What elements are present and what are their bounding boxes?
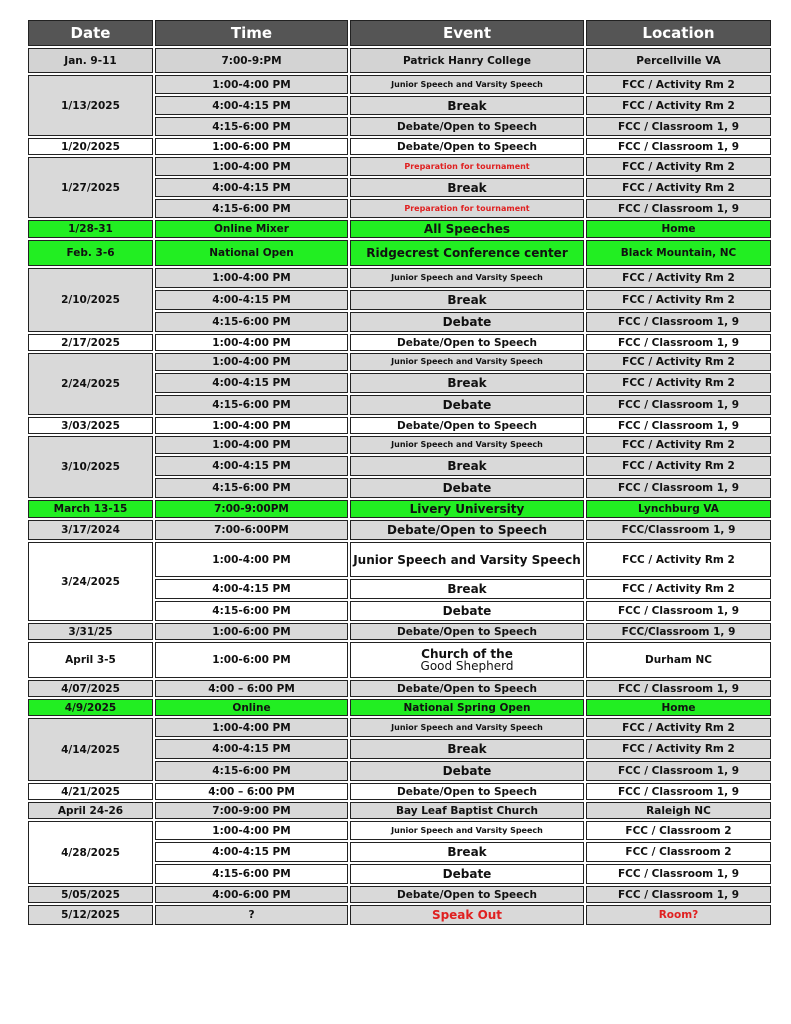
time-cell: 1:00-4:00 PM xyxy=(155,542,348,577)
time-cell: 4:00-4:15 PM xyxy=(155,456,348,476)
location-cell: Home xyxy=(586,699,771,716)
header-date: Date xyxy=(28,20,153,46)
date-cell: 1/20/2025 xyxy=(28,138,153,155)
event-cell: Debate/Open to Speech xyxy=(350,623,584,640)
date-cell: April 24-26 xyxy=(28,802,153,819)
header-row xyxy=(28,20,771,46)
time-cell: 1:00-4:00 PM xyxy=(155,268,348,288)
location-cell: Percellville VA xyxy=(586,48,771,73)
event-row xyxy=(28,48,771,73)
date-cell: 4/21/2025 xyxy=(28,783,153,800)
date-cell: 1/28-31 xyxy=(28,220,153,238)
event-row xyxy=(28,240,771,266)
event-cell: Debate/Open to Speech xyxy=(350,334,584,351)
event-cell: Junior Speech and Varsity Speech xyxy=(350,268,584,288)
date-cell: 3/31/25 xyxy=(28,623,153,640)
header-event: Event xyxy=(350,20,584,46)
table-row xyxy=(28,75,771,94)
location-cell: FCC / Classroom 1, 9 xyxy=(586,395,771,415)
event-cell: Break xyxy=(350,290,584,310)
location-cell: FCC/Classroom 1, 9 xyxy=(586,623,771,640)
event-cell: Preparation for tournament xyxy=(350,199,584,218)
location-cell: Raleigh NC xyxy=(586,802,771,819)
date-cell: 3/10/2025 xyxy=(28,436,153,498)
time-cell: 1:00-6:00 PM xyxy=(155,642,348,678)
table-row xyxy=(28,821,771,840)
date-cell: 4/07/2025 xyxy=(28,680,153,697)
event-cell: Debate/Open to Speech xyxy=(350,680,584,697)
location-cell: FCC / Activity Rm 2 xyxy=(586,353,771,371)
time-cell: National Open xyxy=(155,240,348,266)
event-cell: Bay Leaf Baptist Church xyxy=(350,802,584,819)
location-cell: FCC / Activity Rm 2 xyxy=(586,373,771,393)
church-line-2: Good Shepherd xyxy=(420,659,514,673)
event-cell: Debate xyxy=(350,478,584,498)
event-cell: Debate/Open to Speech xyxy=(350,138,584,155)
date-cell: Jan. 9-11 xyxy=(28,48,153,73)
date-cell: 2/24/2025 xyxy=(28,353,153,415)
schedule-table xyxy=(26,18,773,927)
event-cell: Junior Speech and Varsity Speech xyxy=(350,821,584,840)
time-cell: 7:00-9:00 PM xyxy=(155,802,348,819)
table-row xyxy=(28,138,771,155)
location-cell: FCC / Activity Rm 2 xyxy=(586,157,771,176)
date-cell: 2/10/2025 xyxy=(28,268,153,332)
event-row xyxy=(28,699,771,716)
event-cell: Break xyxy=(350,456,584,476)
time-cell: 1:00-4:00 PM xyxy=(155,157,348,176)
event-cell: Debate xyxy=(350,761,584,781)
time-cell: Online Mixer xyxy=(155,220,348,238)
location-cell: FCC / Classroom 1, 9 xyxy=(586,417,771,434)
location-cell: FCC/Classroom 1, 9 xyxy=(586,520,771,540)
event-cell: Debate xyxy=(350,312,584,332)
event-cell: Break xyxy=(350,178,584,197)
event-cell: Debate/Open to Speech xyxy=(350,783,584,800)
time-cell: 4:00-4:15 PM xyxy=(155,739,348,759)
location-cell: FCC / Classroom 2 xyxy=(586,821,771,840)
event-cell: Junior Speech and Varsity Speech xyxy=(350,75,584,94)
event-cell: Break xyxy=(350,96,584,115)
date-cell: 4/14/2025 xyxy=(28,718,153,781)
event-cell: All Speeches xyxy=(350,220,584,238)
location-cell: FCC / Classroom 1, 9 xyxy=(586,138,771,155)
location-cell: FCC / Activity Rm 2 xyxy=(586,739,771,759)
time-cell: 1:00-4:00 PM xyxy=(155,334,348,351)
location-cell: FCC / Classroom 1, 9 xyxy=(586,601,771,621)
time-cell: 7:00-6:00PM xyxy=(155,520,348,540)
location-cell: FCC / Activity Rm 2 xyxy=(586,268,771,288)
date-cell: 1/13/2025 xyxy=(28,75,153,136)
event-cell: Speak Out xyxy=(350,905,584,925)
time-cell: 7:00-9:PM xyxy=(155,48,348,73)
time-cell: Online xyxy=(155,699,348,716)
time-cell: 4:00-4:15 PM xyxy=(155,579,348,599)
table-row xyxy=(28,542,771,577)
time-cell: 4:00-4:15 PM xyxy=(155,96,348,115)
event-cell: Junior Speech and Varsity Speech xyxy=(350,353,584,371)
date-cell: 2/17/2025 xyxy=(28,334,153,351)
table-row xyxy=(28,268,771,288)
event-row xyxy=(28,500,771,518)
event-cell: Debate/Open to Speech xyxy=(350,117,584,136)
event-cell: Break xyxy=(350,739,584,759)
location-cell: FCC / Activity Rm 2 xyxy=(586,75,771,94)
time-cell: 1:00-6:00 PM xyxy=(155,623,348,640)
table-row xyxy=(28,436,771,454)
event-cell: Debate xyxy=(350,601,584,621)
location-cell: FCC / Activity Rm 2 xyxy=(586,290,771,310)
location-cell: FCC / Classroom 1, 9 xyxy=(586,312,771,332)
location-cell: FCC / Classroom 1, 9 xyxy=(586,478,771,498)
location-cell: FCC / Classroom 1, 9 xyxy=(586,864,771,884)
event-cell: Debate xyxy=(350,395,584,415)
time-cell: 4:15-6:00 PM xyxy=(155,601,348,621)
table-row xyxy=(28,905,771,925)
time-cell: 4:15-6:00 PM xyxy=(155,117,348,136)
location-cell: Durham NC xyxy=(586,642,771,678)
table-row xyxy=(28,353,771,371)
event-row xyxy=(28,802,771,819)
table-row xyxy=(28,157,771,176)
location-cell: FCC / Activity Rm 2 xyxy=(586,436,771,454)
time-cell: 4:00 – 6:00 PM xyxy=(155,783,348,800)
location-cell: FCC / Activity Rm 2 xyxy=(586,542,771,577)
time-cell: 4:00-4:15 PM xyxy=(155,373,348,393)
location-cell: FCC / Classroom 1, 9 xyxy=(586,886,771,903)
event-cell: Debate/Open to Speech xyxy=(350,417,584,434)
location-cell: FCC / Classroom 1, 9 xyxy=(586,680,771,697)
event-row xyxy=(28,642,771,678)
time-cell: 7:00-9:00PM xyxy=(155,500,348,518)
header-location: Location xyxy=(586,20,771,46)
event-cell: Debate/Open to Speech xyxy=(350,520,584,540)
location-cell: Room? xyxy=(586,905,771,925)
event-cell xyxy=(350,642,584,678)
date-cell: 3/03/2025 xyxy=(28,417,153,434)
event-cell: Debate xyxy=(350,864,584,884)
event-cell: National Spring Open xyxy=(350,699,584,716)
time-cell: 1:00-4:00 PM xyxy=(155,75,348,94)
time-cell: 4:00-4:15 PM xyxy=(155,842,348,862)
table-row xyxy=(28,334,771,351)
date-cell: 4/28/2025 xyxy=(28,821,153,884)
event-cell: Livery University xyxy=(350,500,584,518)
time-cell: 1:00-4:00 PM xyxy=(155,821,348,840)
time-cell: 4:15-6:00 PM xyxy=(155,864,348,884)
event-cell: Junior Speech and Varsity Speech xyxy=(350,436,584,454)
date-cell: March 13-15 xyxy=(28,500,153,518)
date-cell: Feb. 3-6 xyxy=(28,240,153,266)
location-cell: Black Mountain, NC xyxy=(586,240,771,266)
event-cell: Junior Speech and Varsity Speech xyxy=(350,718,584,737)
church-line-1: Church of the xyxy=(421,647,513,661)
time-cell: 1:00-4:00 PM xyxy=(155,417,348,434)
time-cell: 4:00 – 6:00 PM xyxy=(155,680,348,697)
date-cell: 3/17/2024 xyxy=(28,520,153,540)
date-cell: 5/12/2025 xyxy=(28,905,153,925)
location-cell: FCC / Classroom 1, 9 xyxy=(586,783,771,800)
date-cell: 4/9/2025 xyxy=(28,699,153,716)
time-cell: 1:00-4:00 PM xyxy=(155,436,348,454)
event-cell: Preparation for tournament xyxy=(350,157,584,176)
location-cell: FCC / Activity Rm 2 xyxy=(586,178,771,197)
event-cell: Debate/Open to Speech xyxy=(350,886,584,903)
time-cell: 4:15-6:00 PM xyxy=(155,312,348,332)
event-cell: Ridgecrest Conference center xyxy=(350,240,584,266)
time-cell: 4:00-4:15 PM xyxy=(155,178,348,197)
table-row xyxy=(28,520,771,540)
table-row xyxy=(28,417,771,434)
time-cell: 4:15-6:00 PM xyxy=(155,761,348,781)
time-cell: 4:15-6:00 PM xyxy=(155,478,348,498)
location-cell: FCC / Classroom 1, 9 xyxy=(586,199,771,218)
location-cell: FCC / Activity Rm 2 xyxy=(586,96,771,115)
event-cell: Patrick Hanry College xyxy=(350,48,584,73)
time-cell: 4:15-6:00 PM xyxy=(155,199,348,218)
time-cell: ? xyxy=(155,905,348,925)
date-cell: 3/24/2025 xyxy=(28,542,153,621)
table-row xyxy=(28,783,771,800)
table-row xyxy=(28,718,771,737)
location-cell: FCC / Activity Rm 2 xyxy=(586,718,771,737)
date-cell: 5/05/2025 xyxy=(28,886,153,903)
event-cell: Break xyxy=(350,373,584,393)
time-cell: 1:00-4:00 PM xyxy=(155,353,348,371)
header-time: Time xyxy=(155,20,348,46)
location-cell: FCC / Activity Rm 2 xyxy=(586,579,771,599)
time-cell: 4:00-6:00 PM xyxy=(155,886,348,903)
table-row xyxy=(28,886,771,903)
location-cell: FCC / Classroom 1, 9 xyxy=(586,334,771,351)
table-row xyxy=(28,623,771,640)
date-cell: 1/27/2025 xyxy=(28,157,153,218)
event-cell: Break xyxy=(350,842,584,862)
table-row xyxy=(28,680,771,697)
time-cell: 4:15-6:00 PM xyxy=(155,395,348,415)
event-row xyxy=(28,220,771,238)
event-cell: Junior Speech and Varsity Speech xyxy=(350,542,584,577)
location-cell: FCC / Classroom 1, 9 xyxy=(586,117,771,136)
time-cell: 4:00-4:15 PM xyxy=(155,290,348,310)
time-cell: 1:00-6:00 PM xyxy=(155,138,348,155)
location-cell: FCC / Classroom 2 xyxy=(586,842,771,862)
location-cell: FCC / Classroom 1, 9 xyxy=(586,761,771,781)
date-cell: April 3-5 xyxy=(28,642,153,678)
location-cell: FCC / Activity Rm 2 xyxy=(586,456,771,476)
location-cell: Home xyxy=(586,220,771,238)
time-cell: 1:00-4:00 PM xyxy=(155,718,348,737)
event-cell: Break xyxy=(350,579,584,599)
location-cell: Lynchburg VA xyxy=(586,500,771,518)
